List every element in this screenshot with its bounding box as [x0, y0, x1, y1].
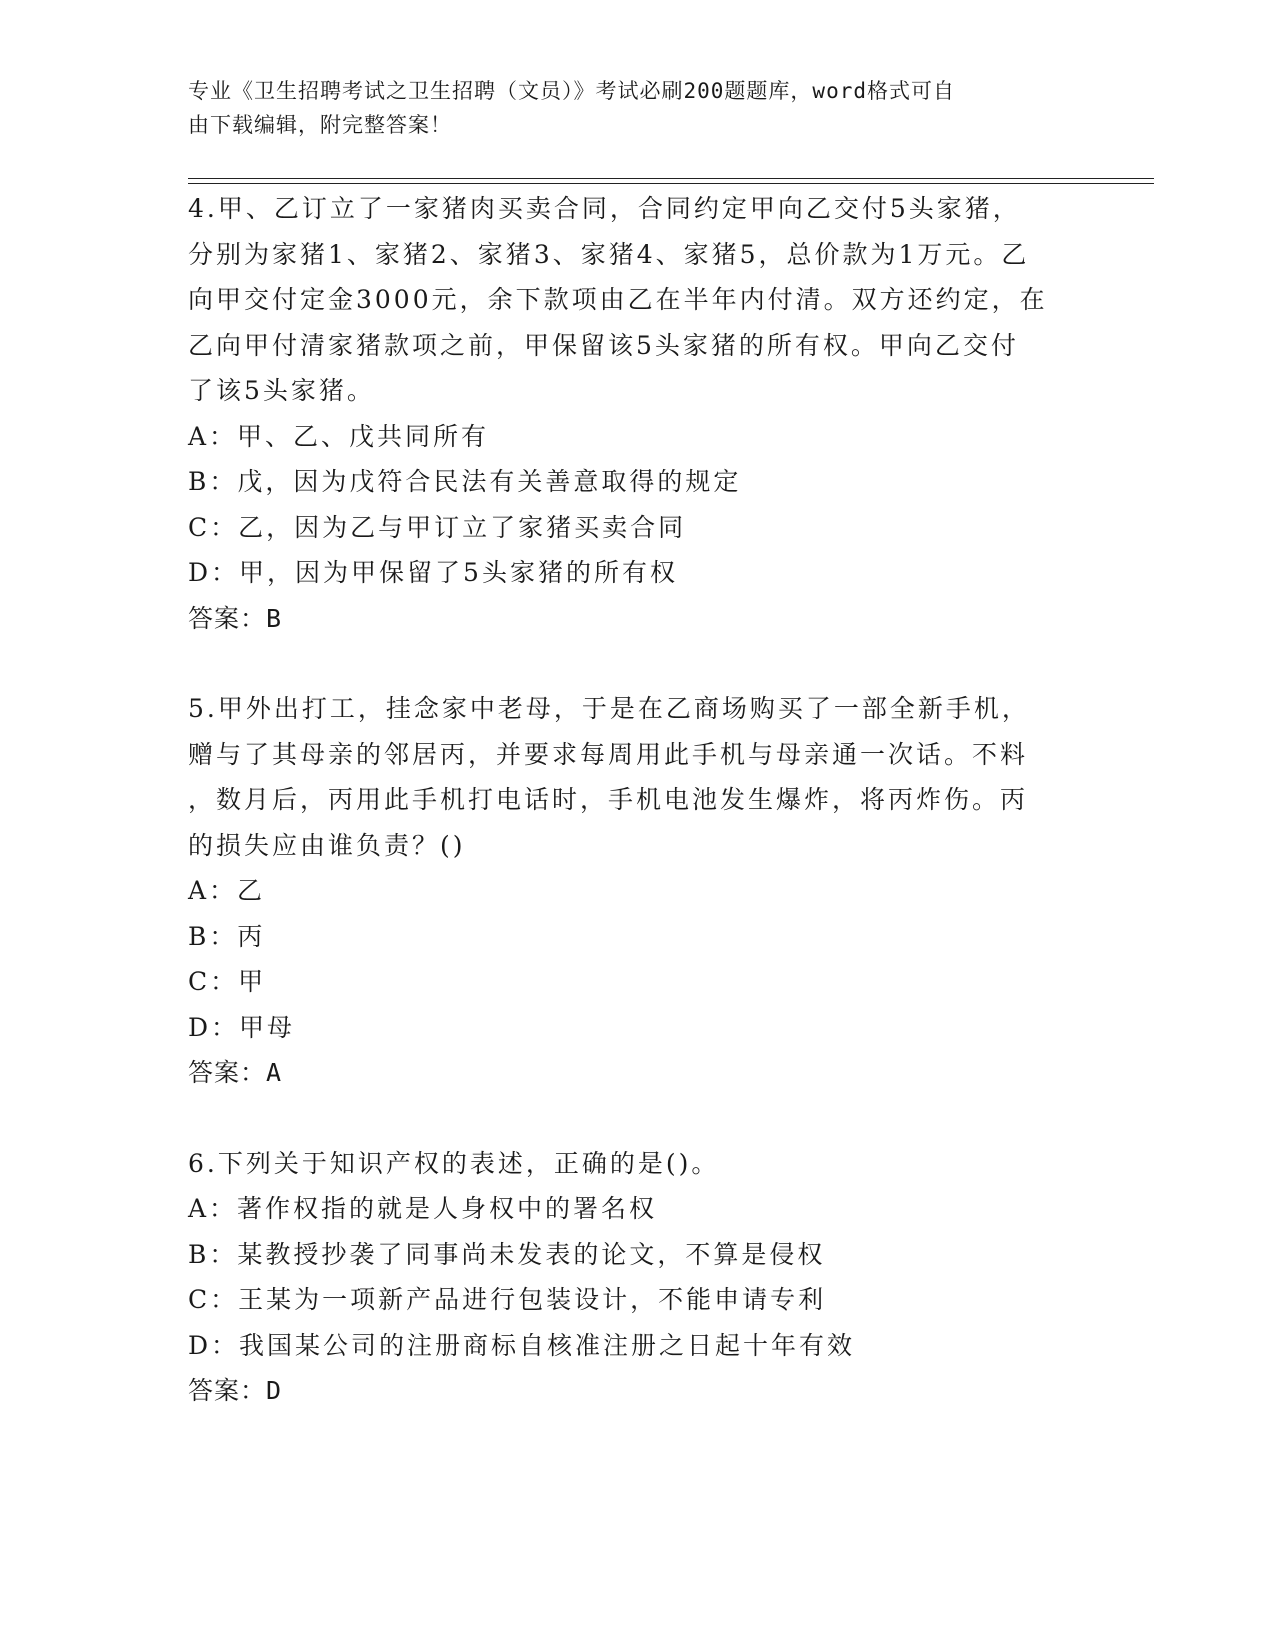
- option-a: A：乙: [188, 876, 266, 905]
- answer-label: 答案：B: [188, 603, 283, 633]
- option-b: B：某教授抄袭了同事尚未发表的论文，不算是侵权: [188, 1239, 826, 1269]
- header-line-2: 由下载编辑，附完整答案！: [188, 113, 452, 137]
- question-stem-line: 乙向甲付清家猪款项之前，甲保留该5头家猪的所有权。甲向乙交付: [188, 330, 1019, 360]
- header-line-1: 专业《卫生招聘考试之卫生招聘（文员）》考试必刷200题题库，word格式可自: [188, 79, 955, 103]
- question-6: [188, 1141, 1088, 1414]
- question-stem-line: 赠与了其母亲的邻居丙，并要求每周用此手机与母亲通一次话。不料: [188, 739, 1029, 769]
- question-4: [188, 186, 1088, 641]
- option-d: D：我国某公司的注册商标自核准注册之日起十年有效: [188, 1330, 856, 1360]
- question-stem-line: 的损失应由谁负责？(): [188, 830, 466, 860]
- option-b: B：丙: [188, 921, 266, 951]
- option-c: C：甲: [188, 967, 267, 996]
- option-d: D：甲，因为甲保留了5头家猪的所有权: [188, 558, 678, 587]
- option-b: B：戊，因为戊符合民法有关善意取得的规定: [188, 467, 742, 496]
- option-a: A：甲、乙、戊共同所有: [188, 421, 490, 451]
- question-stem-line: ，数月后，丙用此手机打电话时，手机电池发生爆炸，将丙炸伤。丙: [188, 785, 1029, 814]
- question-list: [188, 186, 1088, 1414]
- question-stem-line: 5.甲外出打工，挂念家中老母，于是在乙商场购买了一部全新手机，: [188, 694, 1030, 723]
- question-stem-line: 4.甲、乙订立了一家猪肉买卖合同，合同约定甲向乙交付5头家猪，: [188, 194, 1021, 223]
- question-stem-line: 向甲交付定金3000元，余下款项由乙在半年内付清。双方还约定，在: [188, 285, 1048, 314]
- question-stem-line: 分别为家猪1、家猪2、家猪3、家猪4、家猪5，总价款为1万元。乙: [188, 239, 1030, 269]
- option-a: A：著作权指的就是人身权中的署名权: [188, 1194, 658, 1223]
- answer-label: 答案：A: [188, 1058, 283, 1087]
- document-header: [188, 74, 1068, 142]
- option-c: C：乙，因为乙与甲订立了家猪买卖合同: [188, 512, 687, 542]
- question-spacer: [188, 641, 1088, 686]
- option-d: D：甲母: [188, 1012, 296, 1042]
- question-stem-line: 6.下列关于知识产权的表述，正确的是()。: [188, 1148, 720, 1178]
- answer-label: 答案：D: [188, 1376, 283, 1405]
- option-c: C：王某为一项新产品进行包装设计，不能申请专利: [188, 1285, 827, 1314]
- question-5: [188, 686, 1088, 1096]
- header-divider-top: [188, 178, 1154, 179]
- question-stem-line: 了该5头家猪。: [188, 376, 375, 405]
- header-divider-bottom: [188, 183, 1154, 184]
- question-spacer: [188, 1096, 1088, 1141]
